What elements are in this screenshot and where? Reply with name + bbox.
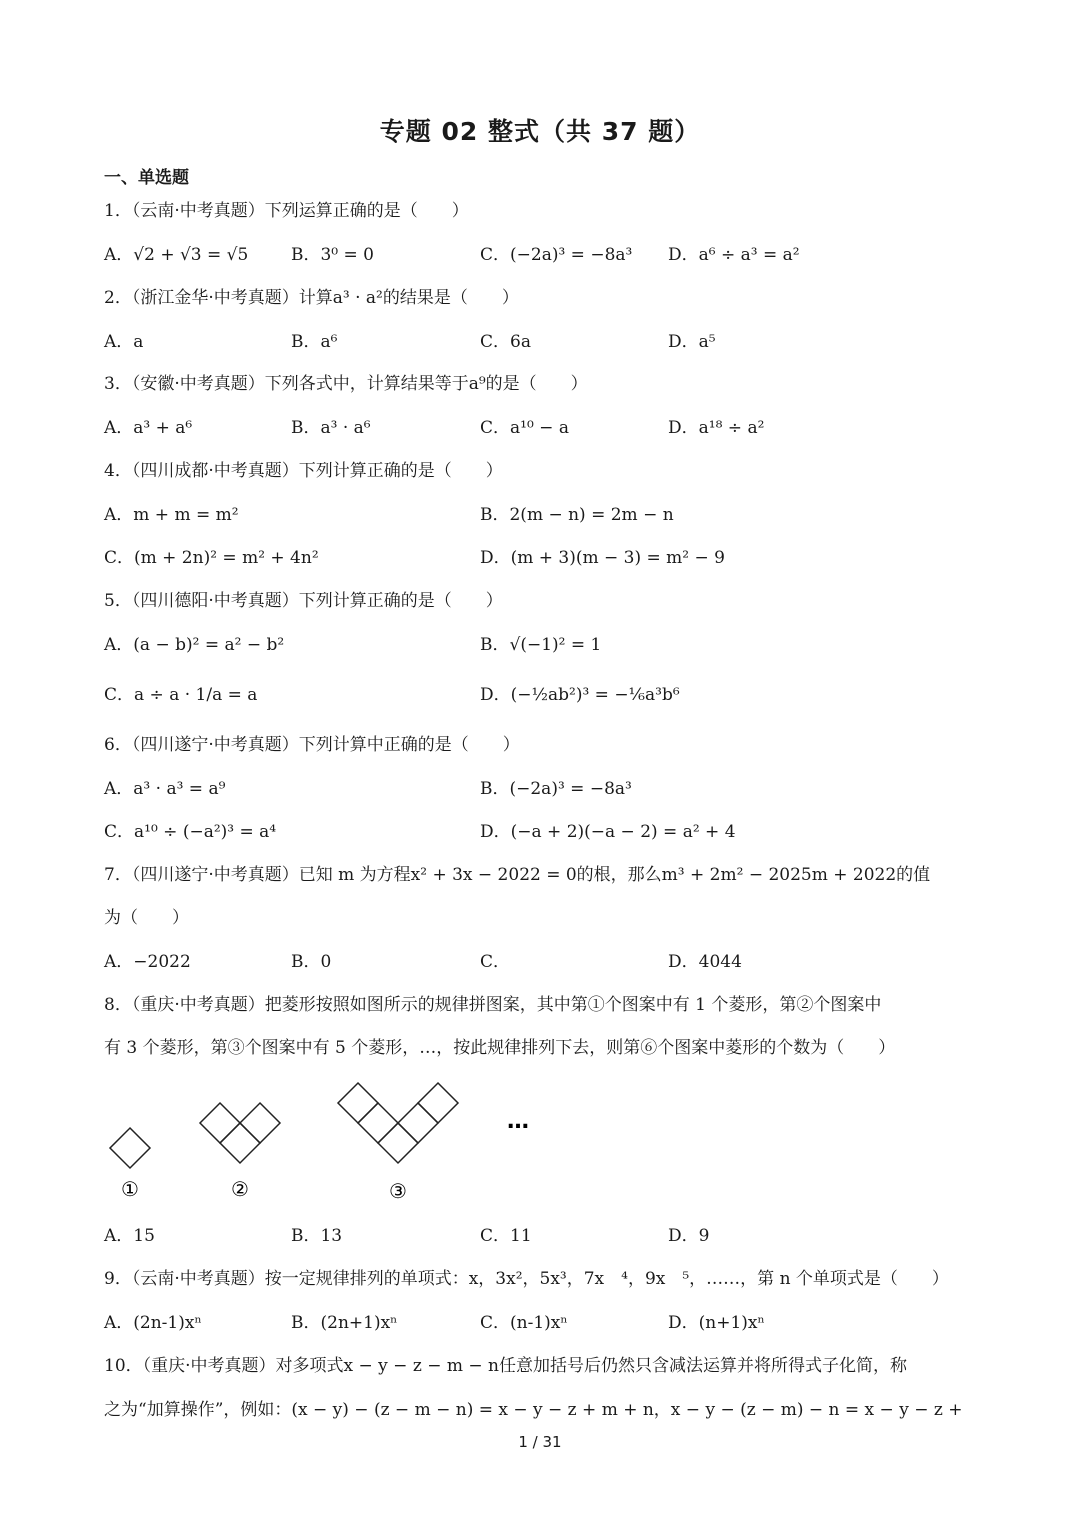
question-7-stem: 7．（四川遂宁·中考真题）已知 m 为方程x² + 3x − 2022 = 0的根，那么m³ + 2m² − 2025m + 2022的值 xyxy=(104,865,931,885)
q9-option-d: D．(n+1)xⁿ xyxy=(668,1313,765,1333)
q5-option-d: D．(−½ab²)³ = −⅙a³b⁶ xyxy=(480,685,680,705)
question-9-stem: 9．（云南·中考真题）按一定规律排列的单项式：x，3x²，5x³，7x ⁴，9x ⁵，……，第 n 个单项式是（ ） xyxy=(104,1269,949,1289)
question-5-stem: 5．（四川德阳·中考真题）下列计算正确的是（ ） xyxy=(104,591,503,611)
q8-option-b: B．13 xyxy=(291,1226,343,1246)
q7-option-a: A．−2022 xyxy=(104,952,191,972)
q1-option-a: A．√2 + √3 = √5 xyxy=(104,245,249,265)
pattern-2-rhombi xyxy=(200,1103,280,1163)
q4-option-a: A．m + m = m² xyxy=(104,505,239,525)
rhombus-pattern-figure xyxy=(100,1078,540,1208)
q5-option-a: A．(a − b)² = a² − b² xyxy=(104,635,285,655)
q6-option-b: B．(−2a)³ = −8a³ xyxy=(480,779,632,799)
pattern-1-rhombus xyxy=(110,1128,150,1168)
q3-option-a: A．a³ + a⁶ xyxy=(104,418,193,438)
q8-option-a: A．15 xyxy=(104,1226,155,1246)
q2-option-d: D．a⁵ xyxy=(668,332,716,352)
question-7-stem-cont: 为（ ） xyxy=(104,908,189,928)
q6-option-d: D．(−a + 2)(−a − 2) = a² + 4 xyxy=(480,822,736,842)
q8-option-c: C．11 xyxy=(480,1226,532,1246)
pattern-1-label: ① xyxy=(121,1177,139,1201)
q9-option-a: A．(2n-1)xⁿ xyxy=(104,1313,202,1333)
q5-option-b: B．√(−1)² = 1 xyxy=(480,635,602,655)
pattern-3-label: ③ xyxy=(389,1179,407,1203)
question-4-stem: 4．（四川成都·中考真题）下列计算正确的是（ ） xyxy=(104,461,503,481)
question-1-stem: 1．（云南·中考真题）下列运算正确的是（ ） xyxy=(104,201,469,221)
page-title: 专题 02 整式（共 37 题） xyxy=(379,117,701,146)
q3-option-c: C．a¹⁰ − a xyxy=(480,418,569,438)
q1-option-d: D．a⁶ ÷ a³ = a² xyxy=(668,245,800,265)
question-10-stem: 10．（重庆·中考真题）对多项式x − y − z − m − n任意加括号后仍然只含减法运算并将所得式子化简，称 xyxy=(104,1356,907,1376)
q3-option-b: B．a³ · a⁶ xyxy=(291,418,371,438)
q1-option-b: B．3⁰ = 0 xyxy=(291,245,374,265)
q1-option-c: C．(−2a)³ = −8a³ xyxy=(480,245,633,265)
question-8-stem-cont: 有 3 个菱形，第③个图案中有 5 个菱形，…，按此规律排列下去，则第⑥个图案中菱形的个数为（ ） xyxy=(104,1038,896,1058)
question-3-stem: 3．（安徽·中考真题）下列各式中，计算结果等于a⁹的是（ ） xyxy=(104,374,588,394)
question-2-stem: 2．（浙江金华·中考真题）计算a³ · a²的结果是（ ） xyxy=(104,288,519,308)
question-8-stem: 8．（重庆·中考真题）把菱形按照如图所示的规律拼图案，其中第①个图案中有 1 个菱形，第②个图案中 xyxy=(104,995,882,1015)
q8-option-d: D．9 xyxy=(668,1226,710,1246)
q9-option-b: B．(2n+1)xⁿ xyxy=(291,1313,398,1333)
q3-option-d: D．a¹⁸ ÷ a² xyxy=(668,418,765,438)
question-10-stem-cont: 之为“加算操作”，例如：(x − y) − (z − m − n) = x − y − z + m + n，x − y − (z − m) − n = x − y − z + xyxy=(104,1400,963,1420)
section-heading: 一、单选题 xyxy=(104,168,189,188)
q4-option-c: C．(m + 2n)² = m² + 4n² xyxy=(104,548,319,568)
q2-option-b: B．a⁶ xyxy=(291,332,338,352)
q5-option-c: C．a ÷ a · 1/a = a xyxy=(104,685,258,705)
question-6-stem: 6．（四川遂宁·中考真题）下列计算中正确的是（ ） xyxy=(104,735,520,755)
q6-option-a: A．a³ · a³ = a⁹ xyxy=(104,779,226,799)
pattern-3-rhombi xyxy=(338,1083,458,1163)
q4-option-d: D．(m + 3)(m − 3) = m² − 9 xyxy=(480,548,725,568)
q6-option-c: C．a¹⁰ ÷ (−a²)³ = a⁴ xyxy=(104,822,277,842)
q7-option-c: C． xyxy=(480,952,511,972)
q2-option-c: C．6a xyxy=(480,332,531,352)
q9-option-c: C．(n-1)xⁿ xyxy=(480,1313,568,1333)
pattern-ellipsis: … xyxy=(507,1109,529,1134)
pattern-2-label: ② xyxy=(231,1177,249,1201)
rhombus-pattern-svg xyxy=(100,1078,540,1208)
q7-option-d: D．4044 xyxy=(668,952,742,972)
q2-option-a: A．a xyxy=(104,332,144,352)
page-number: 1 / 31 xyxy=(518,1433,562,1451)
q4-option-b: B．2(m − n) = 2m − n xyxy=(480,505,674,525)
q7-option-b: B．0 xyxy=(291,952,332,972)
